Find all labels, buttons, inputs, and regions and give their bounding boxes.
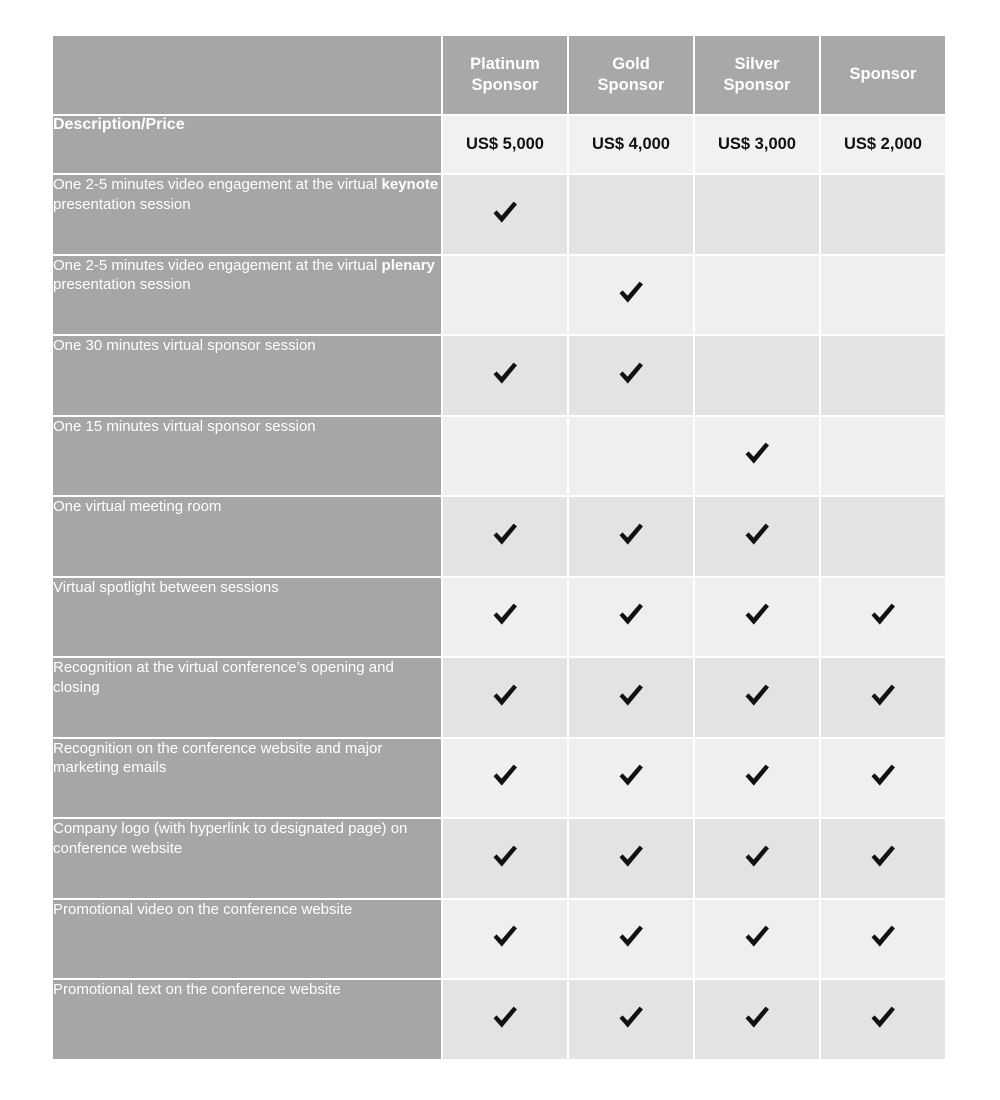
check-icon (618, 602, 644, 626)
check-icon (492, 763, 518, 787)
tier-price: US$ 5,000 (442, 115, 568, 174)
check-icon (618, 844, 644, 868)
check-icon (870, 763, 896, 787)
tier-name: Silver Sponsor (723, 54, 791, 94)
sponsorship-table (51, 34, 947, 1061)
tier-cell (820, 416, 946, 497)
feature-text: One 15 minutes virtual sponsor session (53, 417, 316, 435)
tier-header (568, 35, 694, 115)
check-icon (870, 1005, 896, 1029)
check-icon (492, 602, 518, 626)
check-icon (492, 200, 518, 224)
feature-text: Virtual spotlight between sessions (53, 578, 279, 596)
tier-cell (442, 979, 568, 1060)
tier-cell (442, 657, 568, 738)
check-icon (744, 683, 770, 707)
tier-cell (694, 335, 820, 416)
tier-price: US$ 2,000 (820, 115, 946, 174)
check-icon (492, 1005, 518, 1029)
feature-text: Recognition at the virtual conference’s opening and closing (53, 659, 394, 696)
tier-cell (820, 818, 946, 899)
feature-row (52, 899, 946, 980)
feature-text: presentation session (53, 276, 191, 293)
tier-price: US$ 3,000 (694, 115, 820, 174)
corner-cell (52, 35, 442, 115)
check-icon (618, 924, 644, 948)
feature-text: One 2-5 minutes video engagement at the virtual (53, 176, 382, 193)
feature-row (52, 577, 946, 658)
tier-cell (568, 979, 694, 1060)
feature-description (52, 738, 442, 819)
check-icon (492, 361, 518, 385)
check-icon (492, 683, 518, 707)
tier-cell (568, 335, 694, 416)
tier-cell (442, 577, 568, 658)
feature-text: One virtual meeting room (53, 498, 222, 515)
tier-cell (820, 657, 946, 738)
feature-description (52, 818, 442, 899)
tier-cell (568, 899, 694, 980)
tier-cell (820, 174, 946, 255)
check-icon (870, 924, 896, 948)
tier-cell (694, 416, 820, 497)
feature-description (52, 496, 442, 577)
tier-cell (442, 335, 568, 416)
feature-row (52, 174, 946, 255)
feature-description (52, 899, 442, 980)
tier-cell (694, 255, 820, 336)
feature-text: Recognition on the conference website and major marketing emails (53, 739, 383, 776)
feature-row (52, 416, 946, 497)
tier-cell (442, 738, 568, 819)
check-icon (744, 1005, 770, 1029)
feature-description (52, 657, 442, 738)
tier-header (694, 35, 820, 115)
tier-cell (694, 979, 820, 1060)
check-icon (618, 763, 644, 787)
tier-cell (568, 577, 694, 658)
tier-cell (568, 818, 694, 899)
feature-row (52, 979, 946, 1060)
check-icon (744, 602, 770, 626)
check-icon (870, 683, 896, 707)
check-icon (618, 280, 644, 304)
feature-text: presentation session (53, 195, 191, 213)
feature-text: One 30 minutes virtual sponsor session (53, 337, 316, 354)
tier-cell (694, 899, 820, 980)
tier-cell (694, 174, 820, 255)
feature-row (52, 335, 946, 416)
tier-cell (694, 496, 820, 577)
tier-cell (442, 174, 568, 255)
check-icon (744, 844, 770, 868)
feature-row (52, 818, 946, 899)
check-icon (744, 924, 770, 948)
tier-cell (442, 255, 568, 336)
tier-cell (442, 899, 568, 980)
check-icon (618, 1005, 644, 1029)
feature-text: Promotional video on the conference website (53, 900, 353, 918)
check-icon (492, 522, 518, 546)
check-icon (618, 522, 644, 546)
tier-cell (442, 416, 568, 497)
tier-cell (568, 174, 694, 255)
tier-header-row (52, 35, 946, 115)
tier-cell (694, 577, 820, 658)
check-icon (870, 602, 896, 626)
check-icon (744, 522, 770, 546)
check-icon (492, 844, 518, 868)
feature-row (52, 255, 946, 336)
feature-description (52, 174, 442, 255)
check-icon (618, 361, 644, 385)
tier-cell (568, 416, 694, 497)
tier-cell (442, 496, 568, 577)
feature-description (52, 416, 442, 497)
tier-header (820, 35, 946, 115)
tier-header (442, 35, 568, 115)
tier-cell (568, 738, 694, 819)
tier-cell (820, 255, 946, 336)
tier-price: US$ 4,000 (568, 115, 694, 174)
tier-cell (820, 577, 946, 658)
feature-emphasis: plenary (381, 256, 435, 274)
feature-text: One 2-5 minutes video engagement at the virtual (53, 256, 382, 274)
tier-cell (694, 818, 820, 899)
price-row (52, 115, 946, 174)
feature-description (52, 335, 442, 416)
check-icon (744, 441, 770, 465)
tier-cell (820, 738, 946, 819)
check-icon (744, 763, 770, 787)
feature-row (52, 496, 946, 577)
tier-cell (568, 496, 694, 577)
feature-description (52, 255, 442, 336)
tier-name: Sponsor (849, 65, 917, 84)
feature-row (52, 657, 946, 738)
tier-cell (568, 657, 694, 738)
price-row-label: Description/Price (52, 115, 442, 174)
tier-cell (820, 979, 946, 1060)
feature-emphasis: keynote (381, 176, 439, 193)
check-icon (618, 683, 644, 707)
feature-text: Promotional text on the conference website (53, 981, 341, 998)
tier-cell (694, 657, 820, 738)
tier-name: Gold Sponsor (597, 54, 665, 94)
tier-cell (820, 496, 946, 577)
check-icon (870, 844, 896, 868)
tier-cell (568, 255, 694, 336)
tier-name: Platinum Sponsor (470, 54, 540, 94)
tier-cell (694, 738, 820, 819)
feature-text: Company logo (with hyperlink to designated page) on conference website (53, 820, 408, 857)
tier-cell (442, 818, 568, 899)
tier-cell (820, 335, 946, 416)
feature-description (52, 577, 442, 658)
feature-row (52, 738, 946, 819)
check-icon (492, 924, 518, 948)
feature-description (52, 979, 442, 1060)
tier-cell (820, 899, 946, 980)
